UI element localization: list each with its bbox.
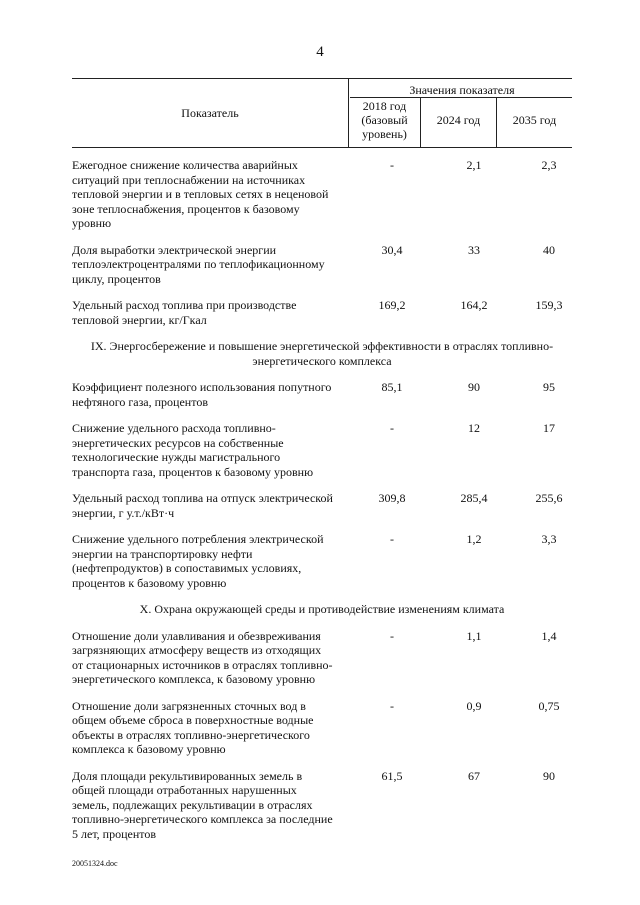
value-2024: 90	[468, 380, 480, 394]
value-2024: 164,2	[460, 298, 488, 312]
value-2035: 0,75	[538, 698, 560, 713]
indicators-table	[72, 78, 572, 853]
value-2018: -	[390, 628, 394, 643]
value-2035: 1,4	[541, 628, 557, 643]
document-footer: 20051324.doc	[72, 859, 118, 868]
value-2018: -	[390, 421, 394, 435]
value-2035: 17	[543, 421, 555, 435]
value-2035: 3,3	[541, 532, 557, 546]
value-2035: 159,3	[535, 298, 563, 312]
value-2018: 30,4	[381, 242, 403, 257]
indicator-name: Снижение удельного потребления электрической энергии на транспортировку нефти (нефтепродуктов) в сопоставимых условиях, процентов к базовому уровню	[72, 532, 324, 590]
value-2018: -	[390, 158, 394, 172]
year-2018-line: (базовый	[361, 113, 408, 127]
indicator-name: Отношение доли загрязненных сточных вод в общем объеме сброса в поверхностные водные объекты в отраслях топливно-энергетического комплекса к базовому уровню	[72, 698, 314, 756]
value-2024: 33	[468, 242, 480, 257]
indicator-name: Доля выработки электрической энергии теплоэлектроцентралями по теплофикационному циклу, процентов	[72, 242, 325, 286]
year-2024-header: 2024 год	[436, 113, 481, 127]
indicator-name: Снижение удельного расхода топливно-энергетических ресурсов на собственные технологические нужды магистрального транспорта газа, процентов к базовому уровню	[72, 421, 314, 479]
indicator-name: Удельный расход топлива на отпуск электрической энергии, г у.т./кВт·ч	[72, 491, 333, 520]
value-2018: 169,2	[378, 298, 406, 312]
value-2024: 12	[468, 421, 480, 435]
section-heading-x: X. Охрана окружающей среды и противодействие изменениям климата	[139, 602, 505, 616]
value-2024: 67	[468, 768, 480, 783]
indicator-name: Ежегодное снижение количества аварийных ситуаций при теплоснабжении на источниках тепловой энергии и в тепловых сетях в неценовой зоне теплоснабжения, процентов к базовому уровню	[72, 158, 329, 230]
value-2024: 0,9	[466, 698, 482, 713]
table-row	[72, 380, 572, 409]
table-row	[72, 491, 572, 520]
section-heading-ix: IX. Энергосбережение и повышение энергетической эффективности в отраслях топливно-энергетического комплекса	[90, 339, 554, 368]
table-row	[72, 699, 572, 757]
value-2018: 309,8	[378, 491, 406, 505]
table-row	[72, 243, 572, 287]
year-2018-line: 2018 год	[362, 99, 407, 113]
value-2024: 2,1	[466, 158, 482, 172]
value-2024: 285,4	[460, 491, 488, 505]
value-2024: 1,2	[466, 532, 482, 546]
value-2018: -	[390, 532, 394, 546]
table-row	[72, 298, 572, 327]
indicator-name: Удельный расход топлива при производстве тепловой энергии, кг/Гкал	[72, 298, 297, 327]
value-2035: 255,6	[535, 491, 563, 505]
year-2035-header: 2035 год	[512, 113, 557, 127]
value-2035: 2,3	[541, 158, 557, 172]
indicator-name: Отношение доли улавливания и обезвреживания загрязняющих атмосферу веществ из отходящих от стационарных источников в отраслях топливно-энергетического комплекса, к базовому уровню	[72, 628, 333, 686]
value-2018: -	[390, 698, 394, 713]
table-row	[72, 532, 572, 590]
value-2035: 40	[543, 242, 555, 257]
table-row	[72, 769, 572, 842]
indicator-name: Доля площади рекультивированных земель в общей площади отработанных нарушенных земель, подлежащих рекультивации в отраслях топливно-энергетического комплекса за последние 5 лет, процентов	[72, 768, 333, 841]
header-divider	[350, 97, 572, 98]
indicator-column-header: Показатель	[181, 106, 239, 120]
year-2018-line: уровень)	[362, 127, 407, 141]
value-2018: 61,5	[381, 768, 403, 783]
table-row	[72, 158, 572, 231]
table-row	[72, 421, 572, 479]
table-header	[72, 79, 572, 147]
year-2018-header	[349, 99, 420, 141]
page-number: 4	[316, 44, 324, 60]
value-2035: 95	[543, 380, 555, 394]
value-2024: 1,1	[466, 628, 482, 643]
value-2018: 85,1	[381, 380, 403, 394]
table-row	[72, 629, 572, 687]
values-column-header: Значения показателя	[409, 83, 515, 97]
indicator-name: Коэффициент полезного использования попутного нефтяного газа, процентов	[72, 380, 332, 409]
value-2035: 90	[543, 768, 555, 783]
